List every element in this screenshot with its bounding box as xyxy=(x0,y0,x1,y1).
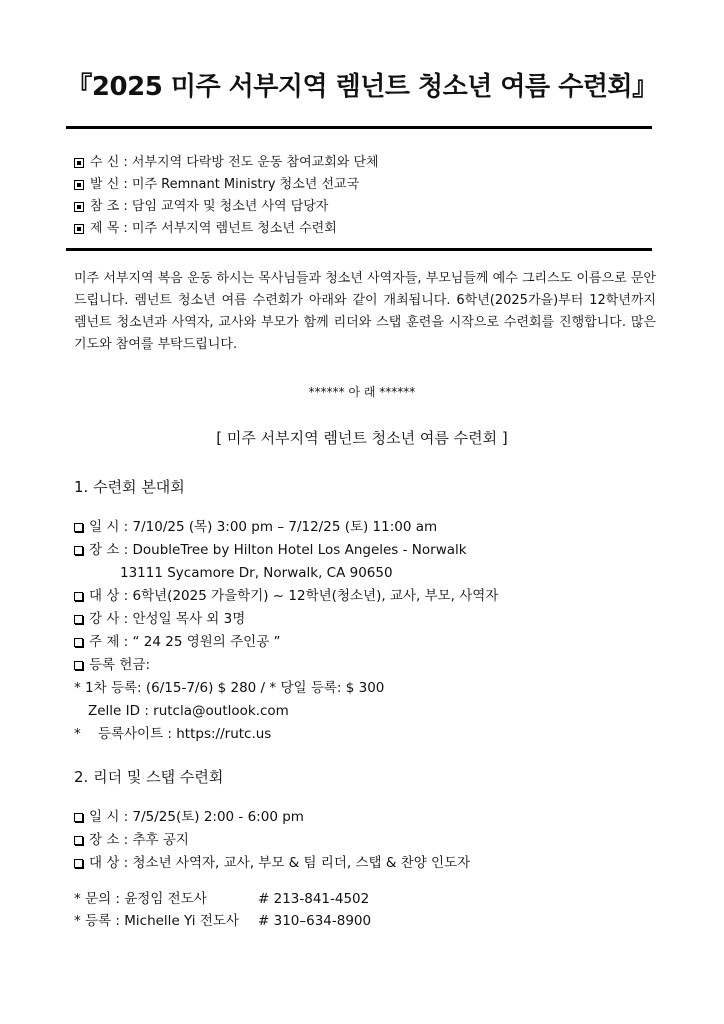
header-fields xyxy=(74,152,379,240)
document-title: 『2025 미주 서부지역 렘넌트 청소년 여름 수련회』 xyxy=(66,72,658,102)
header-field-subject xyxy=(74,218,379,240)
checkbox-square-icon xyxy=(74,813,83,822)
intro-paragraph: 미주 서부지역 복음 운동 하시는 목사님들과 청소년 사역자들, 부모님들께 예수 그리스도 이름으로 문안드립니다. 렘넌트 청소년 여름 수련회가 아래와 같이 개최됩니다. 6학년(2025가을)부터 12학년까지 렘넌트 청소년과 사역자, 교사와 부모가 함께 리더와 스탭 훈련을 시작으로 수련회를 진행합니다. 많은 기도와 참여를 부탁드립니다. xyxy=(74,271,656,352)
checkbox-square-icon xyxy=(74,546,83,555)
bottom-divider xyxy=(66,248,652,251)
checkbox-square-icon xyxy=(74,592,83,601)
notice-heading: ****** 아 래 ****** xyxy=(308,385,416,399)
boxed-square-icon xyxy=(74,158,84,168)
detail-date: 일 시 : 7/5/25(토) 2:00 - 6:00 pm xyxy=(74,806,470,829)
checkbox-square-icon xyxy=(74,638,83,647)
checkbox-square-icon xyxy=(74,523,83,532)
detail-theme: 주 제 : “ 24 25 영원의 주인공 ” xyxy=(74,631,498,654)
detail-fee: * 1차 등록: (6/15-7/6) $ 280 / * 당일 등록: $ 300 xyxy=(74,680,385,696)
boxed-square-icon xyxy=(74,202,84,212)
detail-date: 일 시 : 7/10/25 (목) 3:00 pm – 7/12/25 (토) 11:00 am xyxy=(74,516,498,539)
header-field-recipient xyxy=(74,152,379,174)
header-field-text: 발 신 : 미주 Remnant Ministry 청소년 선교국 xyxy=(90,177,360,192)
section-heading-leader-training: 2. 리더 및 스탭 수련회 xyxy=(74,768,224,786)
section-heading-main-event: 1. 수련회 본대회 xyxy=(74,478,185,496)
detail-fee-label: 등록 헌금: xyxy=(74,654,498,677)
header-field-text: 수 신 : 서부지역 다락방 전도 운동 참여교회와 단체 xyxy=(90,155,379,170)
detail-place: 장 소 : DoubleTree by Hilton Hotel Los Angeles - Norwalk xyxy=(74,539,498,562)
contact-registration: * 등록 : Michelle Yi 전도사 # 310–634-8900 xyxy=(74,913,372,929)
boxed-square-icon xyxy=(74,180,84,190)
checkbox-square-icon xyxy=(74,836,83,845)
detail-speaker: 강 사 : 안성일 목사 외 3명 xyxy=(74,608,498,631)
top-divider xyxy=(66,126,652,129)
leader-training-details xyxy=(74,806,470,875)
contact-info xyxy=(74,888,371,932)
detail-address: 13111 Sycamore Dr, Norwalk, CA 90650 xyxy=(120,565,393,581)
detail-target: 대 상 : 청소년 사역자, 교사, 부모 & 팀 리더, 스탭 & 찬양 인도자 xyxy=(74,852,470,875)
checkbox-square-icon xyxy=(74,661,83,670)
header-field-reference xyxy=(74,196,379,218)
event-title: [ 미주 서부지역 렘넌트 청소년 여름 수련회 ] xyxy=(216,429,508,447)
contact-inquiry: * 문의 : 윤정임 전도사 # 213-841-4502 xyxy=(74,891,370,907)
detail-site: * 등록사이트 : https://rutc.us xyxy=(74,726,272,742)
checkbox-square-icon xyxy=(74,615,83,624)
checkbox-square-icon xyxy=(74,859,83,868)
boxed-square-icon xyxy=(74,224,84,234)
detail-place: 장 소 : 추후 공지 xyxy=(74,829,470,852)
header-field-sender xyxy=(74,174,379,196)
detail-target: 대 상 : 6학년(2025 가을학기) ~ 12학년(청소년), 교사, 부모, 사역자 xyxy=(74,585,498,608)
main-event-details xyxy=(74,516,498,746)
detail-zelle: Zelle ID : rutcla@outlook.com xyxy=(88,703,289,719)
header-field-text: 참 조 : 담임 교역자 및 청소년 사역 담당자 xyxy=(90,199,329,214)
header-field-text: 제 목 : 미주 서부지역 렘넌트 청소년 수련회 xyxy=(90,221,337,236)
